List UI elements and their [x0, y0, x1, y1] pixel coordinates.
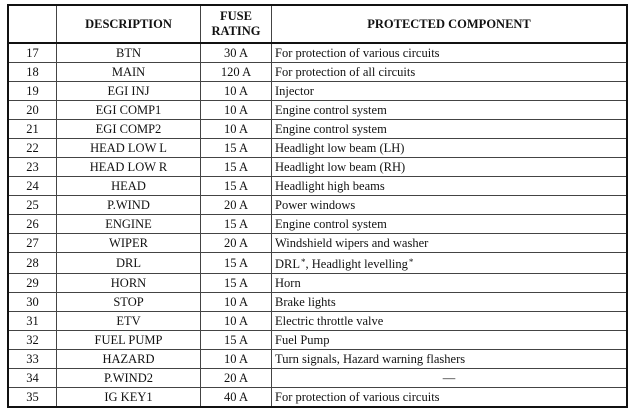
header-fuse-rating-line1: FUSE	[220, 9, 252, 23]
fuse-number: 32	[8, 331, 57, 350]
fuse-description: HEAD	[57, 177, 201, 196]
table-row	[8, 82, 627, 101]
table-row	[8, 293, 627, 312]
protected-component	[272, 253, 628, 274]
table-row	[8, 312, 627, 331]
protected-component: Fuel Pump	[272, 331, 628, 350]
protected-component: Engine control system	[272, 215, 628, 234]
protected-component: Turn signals, Hazard warning flashers	[272, 350, 628, 369]
fuse-number: 34	[8, 369, 57, 388]
fuse-number: 18	[8, 63, 57, 82]
fuse-description: P.WIND2	[57, 369, 201, 388]
protected-component: Power windows	[272, 196, 628, 215]
protected-component: For protection of all circuits	[272, 63, 628, 82]
fuse-table-body	[8, 43, 627, 407]
fuse-rating: 15 A	[201, 177, 272, 196]
table-row	[8, 63, 627, 82]
fuse-description: IG KEY1	[57, 388, 201, 408]
protected-component: —	[272, 369, 628, 388]
fuse-table-header	[8, 5, 627, 43]
protected-component: Windshield wipers and washer	[272, 234, 628, 253]
footnote-asterisk: *	[408, 257, 414, 267]
fuse-rating: 10 A	[201, 101, 272, 120]
fuse-rating: 10 A	[201, 82, 272, 101]
fuse-number: 33	[8, 350, 57, 369]
protected-component: Brake lights	[272, 293, 628, 312]
header-number	[8, 5, 57, 43]
header-row	[8, 5, 627, 43]
table-row	[8, 139, 627, 158]
table-row	[8, 196, 627, 215]
fuse-rating: 10 A	[201, 120, 272, 139]
fuse-number: 28	[8, 253, 57, 274]
table-row	[8, 215, 627, 234]
fuse-description: EGI INJ	[57, 82, 201, 101]
fuse-number: 35	[8, 388, 57, 408]
fuse-number: 24	[8, 177, 57, 196]
fuse-description: EGI COMP2	[57, 120, 201, 139]
fuse-description: DRL	[57, 253, 201, 274]
fuse-rating: 30 A	[201, 43, 272, 63]
table-row	[8, 101, 627, 120]
component-part-drl: DRL	[275, 257, 300, 271]
protected-component: Horn	[272, 274, 628, 293]
table-row	[8, 158, 627, 177]
table-row	[8, 274, 627, 293]
fuse-rating: 15 A	[201, 215, 272, 234]
table-row	[8, 234, 627, 253]
fuse-rating: 10 A	[201, 312, 272, 331]
fuse-description: ETV	[57, 312, 201, 331]
fuse-description: HEAD LOW L	[57, 139, 201, 158]
fuse-number: 30	[8, 293, 57, 312]
fuse-description: MAIN	[57, 63, 201, 82]
fuse-rating: 40 A	[201, 388, 272, 408]
protected-component: Engine control system	[272, 120, 628, 139]
fuse-rating: 15 A	[201, 253, 272, 274]
fuse-description: HEAD LOW R	[57, 158, 201, 177]
fuse-description: FUEL PUMP	[57, 331, 201, 350]
fuse-description: WIPER	[57, 234, 201, 253]
fuse-description: ENGINE	[57, 215, 201, 234]
component-part-levelling: , Headlight levelling	[305, 257, 408, 271]
fuse-rating: 20 A	[201, 234, 272, 253]
fuse-number: 20	[8, 101, 57, 120]
fuse-number: 26	[8, 215, 57, 234]
fuse-number: 27	[8, 234, 57, 253]
protected-component: Headlight high beams	[272, 177, 628, 196]
table-row	[8, 177, 627, 196]
protected-component: Headlight low beam (LH)	[272, 139, 628, 158]
fuse-rating: 15 A	[201, 158, 272, 177]
fuse-rating: 10 A	[201, 350, 272, 369]
fuse-description: HAZARD	[57, 350, 201, 369]
table-row	[8, 120, 627, 139]
fuse-description: EGI COMP1	[57, 101, 201, 120]
fuse-number: 29	[8, 274, 57, 293]
fuse-number: 17	[8, 43, 57, 63]
fuse-rating: 15 A	[201, 274, 272, 293]
fuse-description: BTN	[57, 43, 201, 63]
protected-component: Engine control system	[272, 101, 628, 120]
protected-component: Injector	[272, 82, 628, 101]
table-row	[8, 253, 627, 274]
fuse-description: STOP	[57, 293, 201, 312]
fuse-number: 22	[8, 139, 57, 158]
fuse-number: 31	[8, 312, 57, 331]
fuse-number: 19	[8, 82, 57, 101]
table-row	[8, 43, 627, 63]
fuse-number: 25	[8, 196, 57, 215]
fuse-rating: 15 A	[201, 331, 272, 350]
header-description: DESCRIPTION	[57, 5, 201, 43]
table-row	[8, 369, 627, 388]
fuse-number: 21	[8, 120, 57, 139]
header-protected-component: PROTECTED COMPONENT	[272, 5, 628, 43]
table-row	[8, 388, 627, 408]
table-row	[8, 331, 627, 350]
fuse-rating: 120 A	[201, 63, 272, 82]
protected-component: Headlight low beam (RH)	[272, 158, 628, 177]
fuse-rating: 20 A	[201, 196, 272, 215]
table-row	[8, 350, 627, 369]
fuse-description: HORN	[57, 274, 201, 293]
protected-component: Electric throttle valve	[272, 312, 628, 331]
fuse-rating: 20 A	[201, 369, 272, 388]
fuse-table	[7, 4, 628, 408]
header-fuse-rating	[201, 5, 272, 43]
fuse-number: 23	[8, 158, 57, 177]
fuse-rating: 15 A	[201, 139, 272, 158]
protected-component: For protection of various circuits	[272, 43, 628, 63]
fuse-description: P.WIND	[57, 196, 201, 215]
footnote-asterisk: *	[301, 257, 306, 267]
fuse-rating: 10 A	[201, 293, 272, 312]
protected-component: For protection of various circuits	[272, 388, 628, 408]
header-fuse-rating-line2: RATING	[211, 24, 261, 38]
